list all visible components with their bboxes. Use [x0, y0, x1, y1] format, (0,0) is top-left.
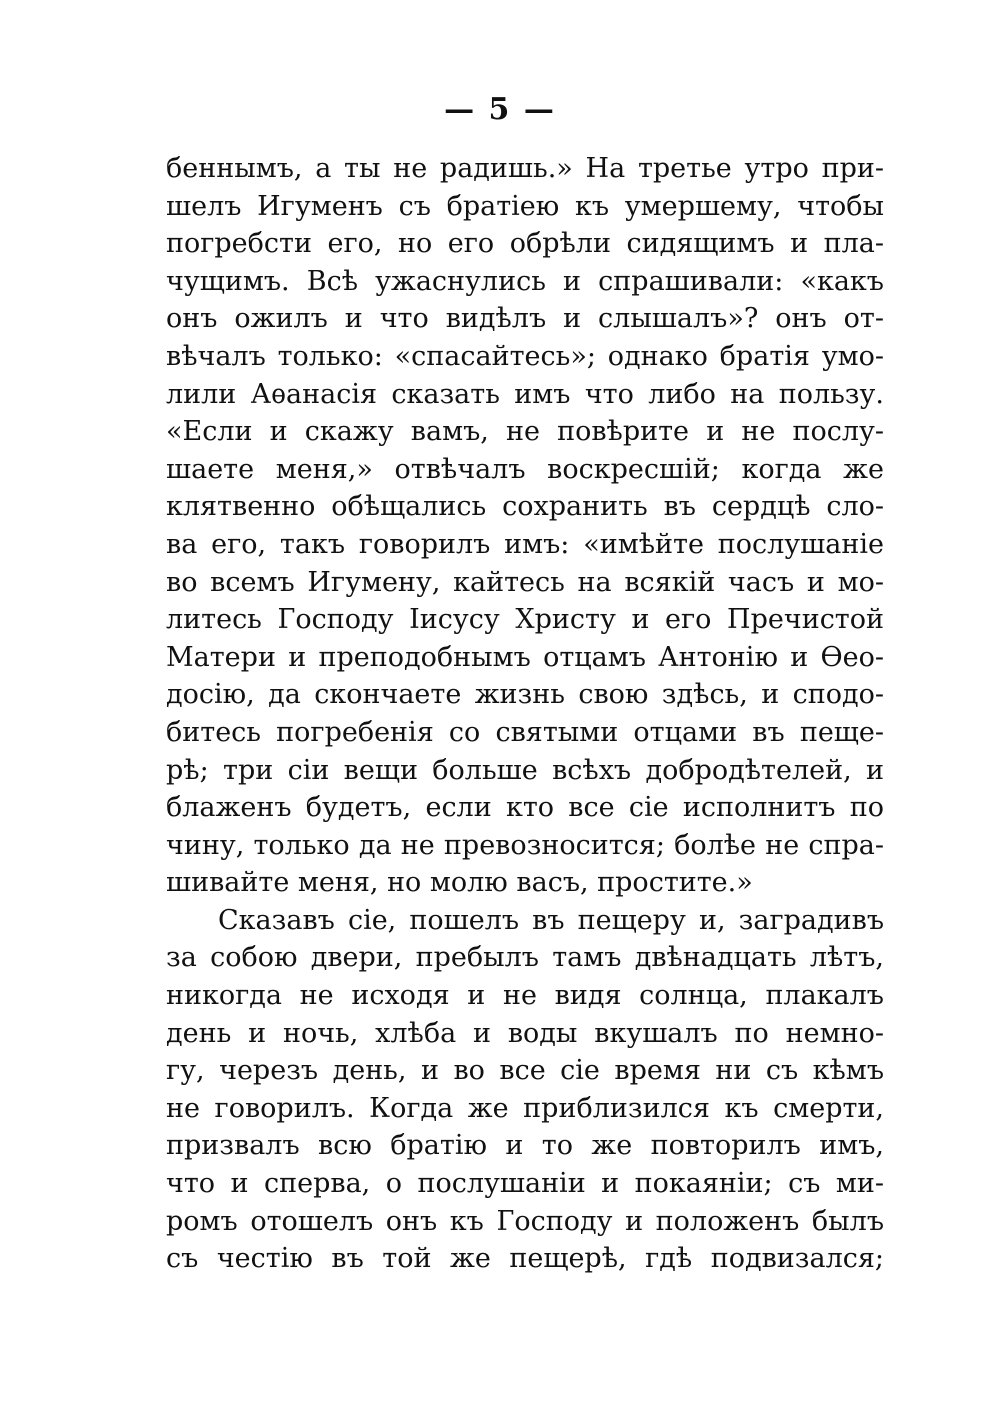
text-line: онъ ожилъ и что видѣлъ и слышалъ»? онъ от- — [166, 303, 884, 335]
text-line: за собою двери, пребылъ тамъ двѣнадцать лѣтъ, — [166, 942, 884, 974]
text-line: гу, черезъ день, и во все сiе время ни съ кѣмъ — [166, 1055, 884, 1087]
text-line: не говорилъ. Когда же приблизился къ смерти, — [166, 1092, 884, 1124]
text-line: литесь Господу Iисусу Христу и его Пречистой — [166, 604, 884, 636]
text-line: чущимъ. Всѣ ужаснулись и спрашивали: «какъ — [166, 265, 884, 297]
text-line: Матери и преподобнымъ отцамъ Антонiю и Ѳео- — [166, 641, 884, 673]
text-line: день и ночь, хлѣба и воды вкушалъ по немно- — [166, 1017, 884, 1049]
text-line: ва его, такъ говорилъ имъ: «имѣйте послушанiе — [166, 528, 884, 560]
page-number: — 5 — — [444, 92, 556, 127]
paragraph-start-line: Сказавъ сiе, пошелъ въ пещеру и, заградивъ — [218, 904, 884, 936]
text-line: шелъ Игуменъ съ братiею къ умершему, чтобы — [166, 190, 884, 222]
text-line: вѣчалъ только: «спасайтесь»; однако братiя умо- — [166, 340, 884, 372]
text-line: ромъ отошелъ онъ къ Господу и положенъ былъ — [166, 1205, 884, 1237]
text-line: беннымъ, а ты не радишь.» На третье утро при- — [166, 153, 884, 184]
text-line: шаете меня,» отвѣчалъ воскресшiй; когда же — [166, 453, 884, 485]
text-line: никогда не исходя и не видя солнца, плакалъ — [166, 980, 884, 1012]
text-line: призвалъ всю братiю и то же повторилъ имъ, — [166, 1130, 884, 1162]
text-line: битесь погребенiя со святыми отцами въ пеще- — [166, 716, 884, 748]
text-line: клятвенно обѣщались сохранить въ сердцѣ сло- — [166, 491, 884, 523]
text-line: чину, только да не превозносится; болѣе не спра- — [166, 829, 884, 861]
text-line: что и сперва, о послушанiи и покаянiи; съ ми- — [166, 1168, 884, 1200]
text-line: блаженъ будетъ, если кто все сiе исполнитъ по — [166, 792, 884, 824]
text-line: рѣ; три сiи вещи больше всѣхъ добродѣтелей, и — [166, 754, 884, 786]
text-line: погребсти его, но его обрѣли сидящимъ и пла- — [166, 228, 884, 260]
text-line: во всемъ Игумену, кайтесь на всякiй часъ и мо- — [166, 566, 884, 598]
paragraph-end-line: шивайте меня, но молю васъ, простите.» — [166, 867, 753, 899]
text-line: «Если и скажу вамъ, не повѣрите и не послу- — [166, 416, 884, 448]
text-line: лили Аѳанасiя сказать имъ что либо на пользу. — [166, 378, 884, 410]
text-line: съ честiю въ той же пещерѣ, гдѣ подвизался; — [166, 1243, 884, 1275]
body-text — [166, 150, 884, 1278]
text-line: досiю, да скончаете жизнь свою здѣсь, и сподо- — [166, 679, 884, 711]
